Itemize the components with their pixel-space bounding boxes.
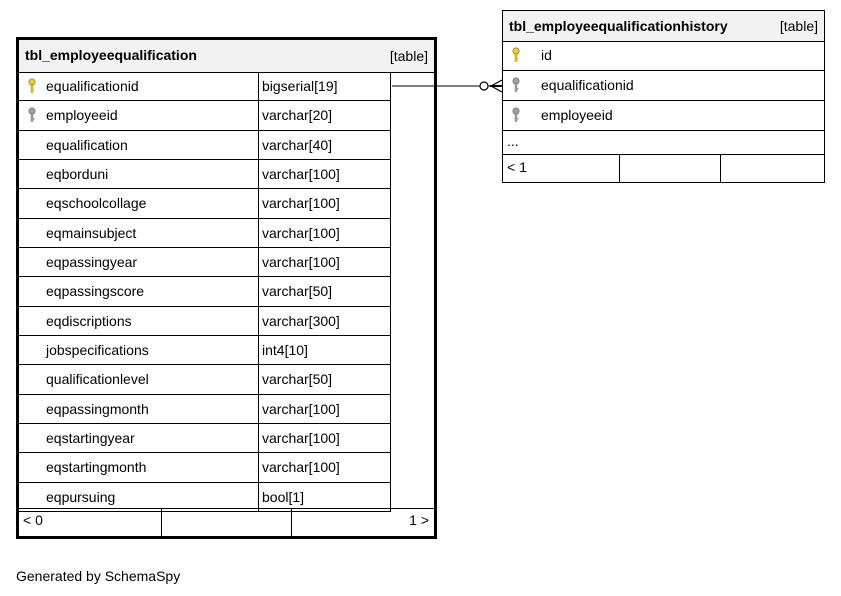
column-name: employeeid xyxy=(46,107,118,124)
column-name: eqstartingyear xyxy=(46,429,135,446)
column-type: bool[1] xyxy=(262,488,305,505)
column-name: equalificationid xyxy=(46,78,139,94)
column-type: varchar[100] xyxy=(262,400,340,417)
column-type: varchar[40] xyxy=(262,136,333,153)
column-type: varchar[100] xyxy=(262,429,340,446)
column-name: eqpursuing xyxy=(46,488,116,505)
column-type: varchar[50] xyxy=(262,283,333,300)
column-name: eqschoolcollage xyxy=(46,195,147,212)
table-name: tbl_employeequalification xyxy=(25,47,197,63)
column-type: bigserial[19] xyxy=(262,78,338,94)
column-name: eqpassingscore xyxy=(46,283,145,300)
column-name: employeeid xyxy=(541,107,613,123)
column-name: id xyxy=(541,47,552,63)
table-type-tag: [table] xyxy=(779,18,818,34)
column-name: equalificationid xyxy=(541,77,634,93)
column-name: qualificationlevel xyxy=(46,371,149,388)
parents-count: < 0 xyxy=(23,512,43,528)
zero-cardinality-marker xyxy=(480,82,488,90)
table-name: tbl_employeequalificationhistory xyxy=(509,18,728,34)
generator-credit: Generated by SchemaSpy xyxy=(16,568,181,584)
column-name: eqstartingmonth xyxy=(46,459,147,476)
column-type: varchar[100] xyxy=(262,253,340,270)
column-name: jobspecifications xyxy=(46,341,149,358)
column-type: varchar[300] xyxy=(262,312,340,329)
column-type: int4[10] xyxy=(262,341,308,358)
column-type: varchar[50] xyxy=(262,371,333,388)
table-type-tag: [table] xyxy=(389,48,428,64)
parents-count: < 1 xyxy=(507,159,527,175)
column-name: eqmainsubject xyxy=(46,224,137,241)
children-count: 1 > xyxy=(409,512,429,528)
column-type: varchar[100] xyxy=(262,195,340,212)
column-name: eqpassingyear xyxy=(46,253,138,270)
column-name: eqpassingmonth xyxy=(46,400,149,417)
column-type: varchar[100] xyxy=(262,224,340,241)
ellipsis: ... xyxy=(507,133,519,149)
column-name: equalification xyxy=(46,136,128,153)
column-type: varchar[20] xyxy=(262,107,333,124)
column-type: varchar[100] xyxy=(262,459,340,476)
column-name: eqborduni xyxy=(46,165,109,182)
column-type: varchar[100] xyxy=(262,165,340,182)
column-name: eqdiscriptions xyxy=(46,312,132,329)
